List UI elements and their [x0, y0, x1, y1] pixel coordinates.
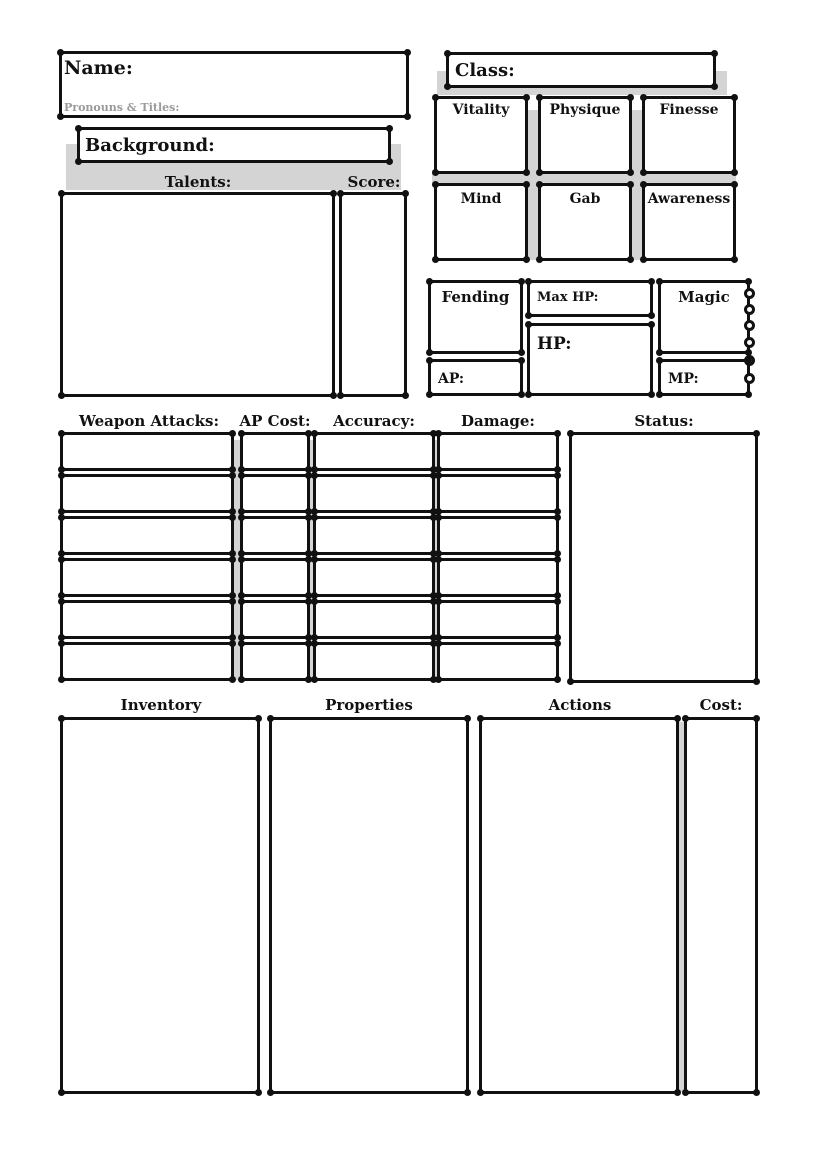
corner-dot — [238, 514, 245, 521]
corner-dot — [229, 514, 236, 521]
corner-dot — [711, 50, 718, 57]
cost-label: Cost: — [699, 696, 743, 714]
corner-dot — [731, 181, 738, 188]
corner-dot — [444, 50, 451, 57]
ap-cost-label: AP Cost: — [239, 412, 311, 430]
fending-label: Fending — [441, 288, 510, 306]
corner-dot — [627, 169, 634, 176]
corner-dot — [554, 514, 561, 521]
corner-dot — [640, 94, 647, 101]
weapon-damage-cell[interactable] — [437, 600, 559, 639]
corner-dot — [426, 349, 433, 356]
corner-dot — [58, 430, 65, 437]
corner-dot — [753, 715, 760, 722]
weapon-attack-cell[interactable] — [60, 600, 234, 639]
corner-dot — [229, 430, 236, 437]
corner-dot — [656, 278, 663, 285]
corner-dot — [753, 1089, 760, 1096]
attribute-gab-label: Gab — [569, 191, 601, 207]
corner-dot — [311, 430, 318, 437]
corner-dot — [386, 125, 393, 132]
corner-dot — [402, 392, 409, 399]
corner-dot — [640, 169, 647, 176]
corner-dot — [640, 256, 647, 263]
corner-dot — [536, 169, 543, 176]
corner-dot — [525, 312, 532, 319]
properties-box[interactable] — [269, 717, 469, 1094]
corner-dot — [745, 349, 752, 356]
weapon-accuracy-cell[interactable] — [313, 558, 435, 597]
corner-dot — [426, 357, 433, 364]
corner-dot — [58, 1089, 65, 1096]
weapon-damage-cell[interactable] — [437, 432, 559, 471]
corner-dot — [58, 640, 65, 647]
corner-dot — [386, 158, 393, 165]
corner-dot — [435, 430, 442, 437]
score-box[interactable] — [339, 192, 407, 397]
corner-dot — [229, 556, 236, 563]
corner-dot — [330, 190, 337, 197]
corner-dot — [627, 94, 634, 101]
corner-dot — [255, 715, 262, 722]
corner-dot — [58, 190, 65, 197]
corner-dot — [745, 278, 752, 285]
corner-dot — [656, 349, 663, 356]
corner-dot — [464, 1089, 471, 1096]
corner-dot — [75, 158, 82, 165]
inventory-label: Inventory — [120, 696, 202, 714]
corner-dot — [523, 94, 530, 101]
corner-dot — [554, 598, 561, 605]
corner-dot — [435, 556, 442, 563]
attribute-vitality-label: Vitality — [452, 102, 510, 118]
corner-dot — [536, 94, 543, 101]
corner-dot — [435, 676, 442, 683]
weapon-ap-cost-cell[interactable] — [240, 642, 310, 681]
corner-dot — [523, 256, 530, 263]
corner-dot — [627, 181, 634, 188]
corner-dot — [426, 391, 433, 398]
corner-dot — [731, 94, 738, 101]
status-box[interactable] — [569, 432, 758, 683]
corner-dot — [656, 357, 663, 364]
corner-dot — [518, 349, 525, 356]
weapon-ap-cost-cell[interactable] — [240, 474, 310, 513]
corner-dot — [753, 678, 760, 685]
attribute-finesse-label: Finesse — [659, 102, 719, 118]
corner-dot — [229, 598, 236, 605]
corner-dot — [656, 391, 663, 398]
corner-dot — [311, 640, 318, 647]
corner-dot — [567, 678, 574, 685]
weapon-ap-cost-cell[interactable] — [240, 432, 310, 471]
weapon-damage-cell[interactable] — [437, 474, 559, 513]
corner-dot — [627, 256, 634, 263]
corner-dot — [536, 256, 543, 263]
name-label: Name: — [64, 57, 133, 79]
corner-dot — [238, 640, 245, 647]
attribute-mind-label: Mind — [460, 191, 502, 207]
corner-dot — [567, 430, 574, 437]
inventory-box[interactable] — [60, 717, 260, 1094]
corner-dot — [58, 472, 65, 479]
corner-dot — [435, 514, 442, 521]
actions-box[interactable] — [479, 717, 679, 1094]
corner-dot — [554, 676, 561, 683]
corner-dot — [554, 556, 561, 563]
corner-dot — [444, 83, 451, 90]
corner-dot — [435, 472, 442, 479]
weapon-accuracy-cell[interactable] — [313, 642, 435, 681]
corner-dot — [75, 125, 82, 132]
corner-dot — [267, 1089, 274, 1096]
corner-dot — [426, 278, 433, 285]
corner-dot — [435, 598, 442, 605]
corner-dot — [238, 556, 245, 563]
corner-dot — [525, 391, 532, 398]
corner-dot — [536, 181, 543, 188]
corner-dot — [229, 472, 236, 479]
corner-dot — [58, 598, 65, 605]
weapon-attacks-label: Weapon Attacks: — [79, 412, 219, 430]
corner-dot — [731, 169, 738, 176]
weapon-accuracy-cell[interactable] — [313, 600, 435, 639]
magic-ring-3 — [744, 320, 755, 331]
magic-ring-4 — [744, 337, 755, 348]
corner-dot — [554, 640, 561, 647]
corner-dot — [648, 312, 655, 319]
corner-dot — [337, 392, 344, 399]
weapon-attack-cell[interactable] — [60, 516, 234, 555]
corner-dot — [58, 556, 65, 563]
weapon-damage-cell[interactable] — [437, 558, 559, 597]
corner-dot — [238, 430, 245, 437]
talents-label: Talents: — [164, 173, 232, 191]
weapon-accuracy-cell[interactable] — [313, 516, 435, 555]
corner-dot — [523, 181, 530, 188]
corner-dot — [674, 1089, 681, 1096]
mp-label: MP: — [668, 371, 699, 387]
corner-dot — [682, 715, 689, 722]
corner-dot — [518, 357, 525, 364]
corner-dot — [229, 640, 236, 647]
corner-dot — [57, 113, 64, 120]
properties-label: Properties — [325, 696, 413, 714]
corner-dot — [404, 113, 411, 120]
magic-ring-2 — [744, 304, 755, 315]
weapon-attack-cell[interactable] — [60, 558, 234, 597]
corner-dot — [648, 321, 655, 328]
corner-dot — [58, 392, 65, 399]
pronouns-label: Pronouns & Titles: — [64, 101, 180, 114]
class-label: Class: — [455, 60, 515, 81]
actions-label: Actions — [548, 696, 612, 714]
corner-dot — [57, 49, 64, 56]
cost-box[interactable] — [684, 717, 758, 1094]
corner-dot — [238, 598, 245, 605]
corner-dot — [648, 391, 655, 398]
corner-dot — [518, 278, 525, 285]
corner-dot — [432, 94, 439, 101]
corner-dot — [267, 715, 274, 722]
corner-dot — [311, 514, 318, 521]
corner-dot — [745, 391, 752, 398]
attribute-awareness-label: Awareness — [647, 191, 731, 207]
corner-dot — [554, 472, 561, 479]
weapon-attack-cell[interactable] — [60, 474, 234, 513]
magic-ring-6 — [744, 373, 755, 384]
ap-label: AP: — [438, 371, 465, 387]
corner-dot — [554, 430, 561, 437]
corner-dot — [311, 676, 318, 683]
corner-dot — [311, 556, 318, 563]
weapon-damage-cell[interactable] — [437, 642, 559, 681]
corner-dot — [753, 430, 760, 437]
talents-box[interactable] — [60, 192, 335, 397]
corner-dot — [432, 169, 439, 176]
weapon-accuracy-cell[interactable] — [313, 432, 435, 471]
corner-dot — [255, 1089, 262, 1096]
corner-dot — [238, 676, 245, 683]
corner-dot — [311, 472, 318, 479]
hp-label: HP: — [537, 334, 572, 354]
corner-dot — [432, 181, 439, 188]
magic-label: Magic — [678, 288, 730, 306]
corner-dot — [58, 676, 65, 683]
weapon-ap-cost-cell[interactable] — [240, 558, 310, 597]
magic-ring-1 — [744, 288, 755, 299]
corner-dot — [404, 49, 411, 56]
corner-dot — [58, 715, 65, 722]
corner-dot — [229, 676, 236, 683]
corner-dot — [402, 190, 409, 197]
accuracy-label: Accuracy: — [333, 412, 415, 430]
corner-dot — [238, 472, 245, 479]
corner-dot — [464, 715, 471, 722]
max-hp-label: Max HP: — [537, 290, 599, 305]
corner-dot — [674, 715, 681, 722]
weapon-attack-cell[interactable] — [60, 432, 234, 471]
score-label: Score: — [347, 173, 401, 191]
weapon-ap-cost-cell[interactable] — [240, 600, 310, 639]
corner-dot — [477, 1089, 484, 1096]
corner-dot — [337, 190, 344, 197]
corner-dot — [435, 640, 442, 647]
corner-dot — [311, 598, 318, 605]
weapon-attack-cell[interactable] — [60, 642, 234, 681]
corner-dot — [711, 83, 718, 90]
corner-dot — [731, 256, 738, 263]
corner-dot — [525, 278, 532, 285]
corner-dot — [58, 514, 65, 521]
corner-dot — [648, 278, 655, 285]
attribute-physique-label: Physique — [549, 102, 621, 118]
weapon-ap-cost-cell[interactable] — [240, 516, 310, 555]
corner-dot — [745, 357, 752, 364]
status-label: Status: — [634, 412, 694, 430]
corner-dot — [682, 1089, 689, 1096]
corner-dot — [518, 391, 525, 398]
background-label: Background: — [85, 135, 215, 156]
corner-dot — [525, 321, 532, 328]
weapon-damage-cell[interactable] — [437, 516, 559, 555]
damage-label: Damage: — [461, 412, 535, 430]
weapon-accuracy-cell[interactable] — [313, 474, 435, 513]
corner-dot — [477, 715, 484, 722]
corner-dot — [523, 169, 530, 176]
corner-dot — [432, 256, 439, 263]
corner-dot — [330, 392, 337, 399]
corner-dot — [640, 181, 647, 188]
